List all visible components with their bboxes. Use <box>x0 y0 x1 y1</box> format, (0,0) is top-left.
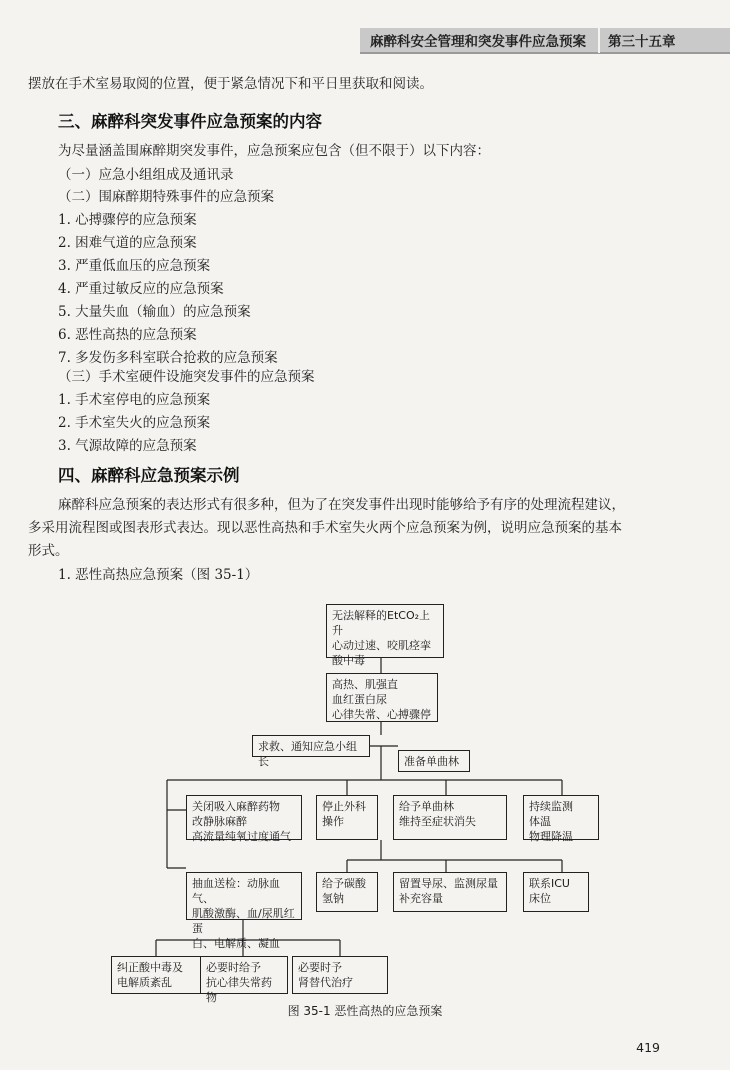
section4-para-line3: 形式。 <box>28 543 69 559</box>
flowchart-box-blood-tests: 抽血送检：动脉血气、 肌酸激酶、血/尿肌红蛋 白、电解质、凝血 <box>186 872 302 920</box>
section3-sub3: （三）手术室硬件设施突发事件的应急预案 <box>58 369 315 385</box>
flowchart-box-prepare-dantrolene: 准备单曲林 <box>398 750 470 772</box>
flowchart-box-stop-surgery: 停止外科 操作 <box>316 795 378 840</box>
flowchart-box-icu-bed: 联系ICU 床位 <box>523 872 589 912</box>
section3-sub1: （一）应急小组组成及通讯录 <box>58 167 234 183</box>
list-item: 1. 手术室停电的应急预案 <box>58 392 211 408</box>
flowchart-box-correct-acidosis: 纠正酸中毒及 电解质紊乱 <box>111 956 201 994</box>
list-item: 4. 严重过敏反应的应急预案 <box>58 281 224 297</box>
section4-para-line2: 多采用流程图或图表形式表达。现以恶性高热和手术室失火两个应急预案为例，说明应急预案的基本 <box>28 520 622 536</box>
list-item: 3. 严重低血压的应急预案 <box>58 258 211 274</box>
list-item: 2. 困难气道的应急预案 <box>58 235 197 251</box>
list-item: 6. 恶性高热的应急预案 <box>58 327 197 343</box>
header-title: 麻醉科安全管理和突发事件应急预案 <box>370 34 586 50</box>
section4-item1: 1. 恶性高热应急预案（图 35-1） <box>58 567 259 583</box>
flowchart-box-bicarbonate: 给予碳酸 氢钠 <box>316 872 378 912</box>
flowchart-box-monitor-temperature: 持续监测 体温 物理降温 <box>523 795 599 840</box>
list-item: 2. 手术室失火的应急预案 <box>58 415 211 431</box>
section3-intro: 为尽量涵盖围麻醉期突发事件，应急预案应包含（但不限于）以下内容： <box>58 143 490 159</box>
figure-caption: 图 35-1 恶性高热的应急预案 <box>287 1004 443 1018</box>
page-number: 419 <box>636 1040 660 1055</box>
flowchart-box-urinary-catheter: 留置导尿、监测尿量 补充容量 <box>393 872 507 912</box>
running-header <box>360 28 730 54</box>
list-item: 3. 气源故障的应急预案 <box>58 438 197 454</box>
flowchart-box-stop-inhalation: 关闭吸入麻醉药物 改静脉麻醉 高流量纯氧过度通气 <box>186 795 302 840</box>
header-chapter: 第三十五章 <box>608 34 676 50</box>
list-item: 5. 大量失血（输血）的应急预案 <box>58 304 251 320</box>
section3-sub2: （二）围麻醉期特殊事件的应急预案 <box>58 189 274 205</box>
section3-heading: 三、麻醉科突发事件应急预案的内容 <box>58 112 322 131</box>
flowchart-box-early-signs: 无法解释的EtCO₂上升 心动过速、咬肌痉挛 酸中毒 <box>326 604 444 658</box>
list-item: 7. 多发伤多科室联合抢救的应急预案 <box>58 350 278 366</box>
intro-line: 摆放在手术室易取阅的位置，便于紧急情况下和平日里获取和阅读。 <box>28 76 433 92</box>
flowchart-box-antiarrhythmic: 必要时给予 抗心律失常药物 <box>200 956 288 994</box>
flowchart-box-call-help: 求救、通知应急小组长 <box>252 735 370 757</box>
flowchart-box-give-dantrolene: 给予单曲林 维持至症状消失 <box>393 795 507 840</box>
list-item: 1. 心搏骤停的应急预案 <box>58 212 197 228</box>
section4-heading: 四、麻醉科应急预案示例 <box>58 466 240 485</box>
flowchart-box-renal-replacement: 必要时予 肾替代治疗 <box>292 956 388 994</box>
section4-para-line1: 麻醉科应急预案的表达形式有很多种，但为了在突发事件出现时能够给予有序的处理流程建议， <box>58 497 625 513</box>
flowchart-box-late-signs: 高热、肌强直 血红蛋白尿 心律失常、心搏骤停 <box>326 673 438 722</box>
